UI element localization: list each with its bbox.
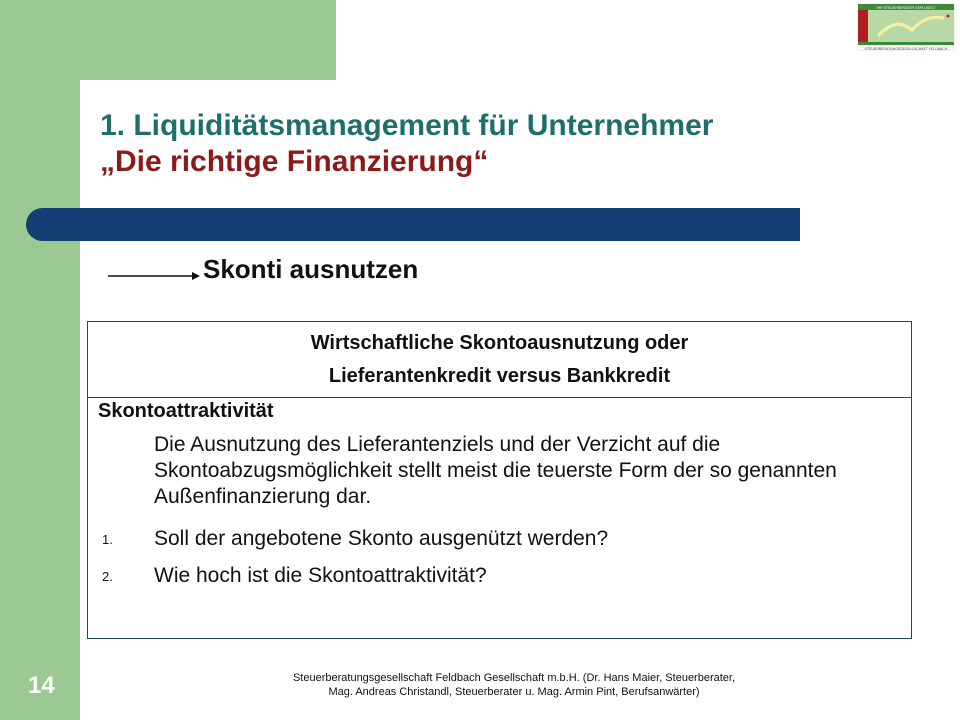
- list-item: [102, 527, 608, 551]
- logo-bottom-text: STEUERBERATUNGSGESELLSCHAFT FELDBACH: [864, 47, 948, 51]
- list-item-number: 1.: [102, 531, 113, 547]
- right-arrow-icon: [108, 266, 200, 282]
- footer-line-1: Steuerberatungsgesellschaft Feldbach Gesellschaft m.b.H. (Dr. Hans Maier, Steuerberater,: [292, 672, 736, 684]
- page-number: 14: [28, 672, 55, 699]
- box-header-line-2: Lieferantenkredit versus Bankkredit: [328, 365, 671, 387]
- title-line-2: „Die richtige Finanzierung“: [100, 145, 489, 178]
- footer-text: [244, 671, 784, 699]
- box-header: [88, 322, 911, 398]
- left-green-band: [0, 0, 80, 720]
- title-line-1: 1. Liquiditätsmanagement für Unternehmer: [100, 109, 714, 142]
- list-item-text: Soll der angebotene Skonto ausgenützt werden?: [154, 527, 609, 550]
- body-paragraph: Die Ausnutzung des Lieferantenziels und der Verzicht auf die Skontoabzugsmöglichkeit stellt meist die teuerste Form der so genannten Außenfinanzierung dar.: [154, 433, 837, 508]
- footer-line-2: Mag. Andreas Christandl, Steuerberater u. Mag. Armin Pint, Berufsanwärter): [328, 686, 700, 698]
- subheading: Skonti ausnutzen: [203, 254, 419, 284]
- list-item-number: 2.: [102, 568, 113, 584]
- list-item-text: Wie hoch ist die Skontoattraktivität?: [154, 564, 487, 587]
- decorative-navy-bar: [26, 208, 800, 241]
- content-box: [87, 321, 912, 639]
- top-green-band: [0, 0, 336, 80]
- logo-top-text: IHR STEUERBERATER GEPLÜSELT: [876, 6, 936, 10]
- slide-title: [100, 108, 940, 180]
- list-item: [102, 564, 487, 588]
- section-label: Skontoattraktivität: [98, 400, 274, 422]
- company-logo: [856, 2, 956, 52]
- box-header-line-1: Wirtschaftliche Skontoausnutzung oder: [310, 332, 689, 354]
